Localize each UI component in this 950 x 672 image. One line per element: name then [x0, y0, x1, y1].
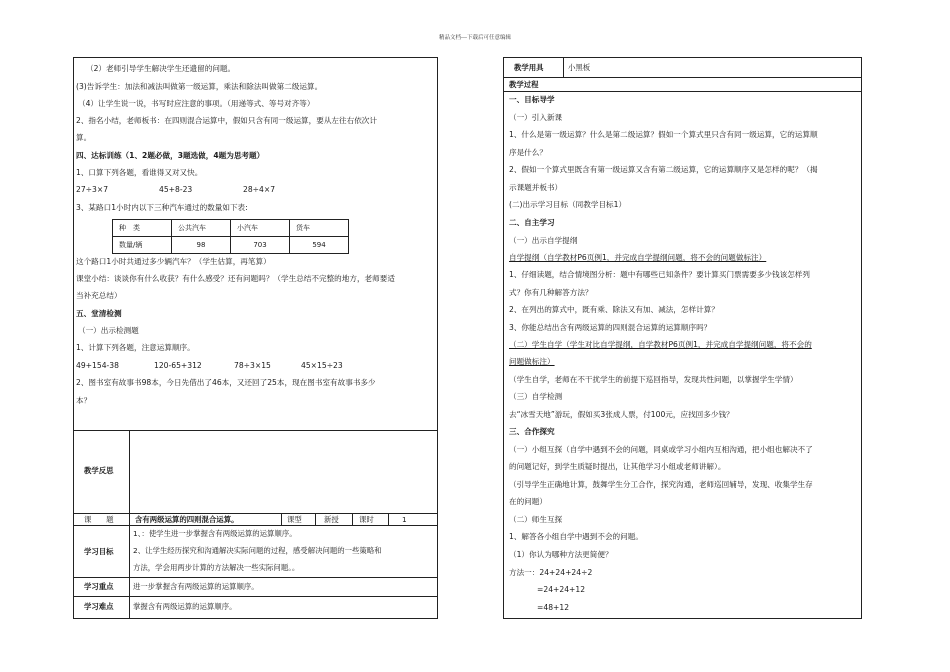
text-line: (二)出示学习目标（同教学目标1）	[509, 200, 627, 209]
text-line: （一）小组互探（自学中遇到不会的问题，同桌或学习小组内互相沟通，把小组也解决不了	[509, 445, 813, 454]
text-line: 序是什么？	[509, 148, 547, 157]
math-expr: 78÷3×15	[234, 361, 271, 370]
divider	[73, 596, 438, 597]
table-cell: 货车	[290, 220, 349, 237]
text-line: （2）老师引导学生解决学生还遗留的问题。	[86, 64, 236, 73]
text-line: 本？	[76, 396, 92, 405]
divider	[352, 513, 353, 525]
table-cell: 98	[172, 237, 231, 254]
math-expr: 45+8-23	[159, 185, 193, 194]
divider	[503, 77, 862, 78]
text-line: 式？你有几种解答方法？	[509, 288, 593, 297]
text-line: 自学提纲（自学教材P6页例1，并完成自学提纲问题，将不会的问题做标注）	[509, 253, 767, 262]
period-value: 1	[402, 515, 407, 524]
difficulty-label: 学习难点	[84, 602, 114, 611]
table-cell: 703	[231, 237, 290, 254]
text-line: （引导学生正确地计算，鼓舞学生分工合作，探究沟通，老师巡回辅导，发现、收集学生存	[509, 480, 813, 489]
period-label: 课时	[359, 515, 374, 524]
table-row	[113, 220, 349, 237]
teaching-process-label: 教学过程	[509, 80, 539, 89]
text-line: 2、在列出的算式中，既有乘、除法又有加、减法，怎样计算？	[509, 305, 719, 314]
text-line: 这个路口1小时共通过多少辆汽车？（学生估算，再笔算）	[76, 257, 271, 266]
topic-value: 含有两级运算的四则混合运算。	[135, 515, 239, 524]
text-line: (3)告诉学生：加法和减法叫做第一级运算，乘法和除法叫做第二级运算。	[76, 82, 323, 91]
lesson-type-value: 新授	[324, 515, 339, 524]
text-line: （二）学生自学（学生对比自学提纲，自学教材P6页例1，并完成自学提纲问题，将不会的	[509, 340, 812, 349]
section-heading: 二、自主学习	[509, 218, 555, 227]
text-line: （二）师生互探	[509, 515, 563, 524]
text-line: 1、仔细读题，结合情境图分析：题中有哪些已知条件？要计算买门票需要多少钱该怎样列	[509, 270, 810, 279]
table-cell: 数量/辆	[113, 237, 172, 254]
table-cell: 种 类	[113, 220, 172, 237]
table-cell: 公共汽车	[172, 220, 231, 237]
math-expr: 45×15÷23	[301, 361, 343, 370]
math-expr: 49+154-38	[76, 361, 119, 370]
table-cell: 594	[290, 237, 349, 254]
divider	[388, 513, 389, 525]
text-line: 2、指名小结，老师板书：在四则混合运算中，假如只含有同一级运算，要从左往右依次计	[76, 116, 377, 125]
goal-label: 学习目标	[84, 547, 114, 556]
teaching-tools-label: 教学用具	[514, 63, 544, 72]
goal-line: 方法，学会用两步计算的方法解决一些实际问题。。	[133, 563, 300, 572]
text-line: 1、什么是第一级运算？什么是第二级运算？假如一个算式里只含有同一级运算，它的运算顺	[509, 130, 818, 139]
text-line: （一）引入新课	[509, 113, 563, 122]
section-heading: 五、堂清检测	[76, 309, 122, 318]
divider	[73, 525, 438, 526]
text-line: （一）出示自学提纲	[509, 236, 578, 245]
text-line: 的问题记好，到学生质疑时提出，让其他学习小组或老师讲解）。	[509, 462, 726, 471]
text-line: 当补充总结）	[76, 291, 122, 300]
text-line: （1）你认为哪种方法更简便？	[509, 550, 613, 559]
divider	[73, 430, 438, 431]
text-line: 课堂小结：谈谈你有什么收获？有什么感受？还有问题吗？（学生总结不完整的地方，老师要适	[76, 274, 395, 283]
text-line: （学生自学，老师在不干扰学生的前提下巡回指导，发现共性问题，以掌握学生学情）	[509, 375, 798, 384]
difficulty-value: 掌握含有两级运算的运算顺序。	[133, 602, 237, 611]
table-row	[113, 237, 349, 254]
divider	[503, 91, 862, 92]
divider	[315, 513, 316, 525]
goal-line: 2、让学生经历探究和沟通解决实际问题的过程，感受解决问题的一些策略和	[133, 546, 382, 555]
text-line: （一）出示检测题	[78, 326, 139, 335]
divider	[281, 513, 282, 525]
text-line: 3、某路口1小时内以下三种汽车通过的数量如下表:	[76, 203, 248, 212]
section-heading: 三、合作探究	[509, 427, 555, 436]
traffic-table	[112, 219, 349, 254]
text-line: 算。	[76, 133, 92, 142]
math-expr: 27÷3×7	[76, 185, 109, 194]
divider	[563, 57, 564, 77]
text-line: 3、你能总结出含有两级运算的四则混合运算的运算顺序吗？	[509, 323, 712, 332]
text-line: 2、假如一个算式里既含有第一级运算又含有第二级运算，它的运算顺序又是怎样的呢？（揭	[509, 165, 818, 174]
text-line: 示课题并板书）	[509, 183, 563, 192]
text-line: 1、解答各小组自学中遇到不会的问题。	[509, 532, 643, 541]
lesson-type-label: 课型	[287, 515, 302, 524]
math-expr: 28÷4×7	[243, 185, 276, 194]
text-line: （三）自学检测	[509, 392, 563, 401]
divider	[73, 577, 438, 578]
divider	[73, 513, 438, 514]
key-point-label: 学习重点	[84, 582, 114, 591]
section-heading: 一、目标导学	[509, 95, 555, 104]
text-line: 1、计算下列各题，注意运算顺序。	[76, 343, 195, 352]
math-expr: 120-65+312	[154, 361, 202, 370]
text-line: 去“冰雪天地”游玩，假如买3张成人票，付100元，应找回多少钱？	[509, 410, 734, 419]
text-line: 在的问题）	[509, 497, 547, 506]
math-expr: 方法一：24+24+24÷2	[509, 568, 593, 577]
text-line: 问题做标注）	[509, 357, 555, 366]
teaching-tools-value: 小黑板	[568, 63, 591, 72]
reflection-label: 教学反思	[84, 466, 114, 475]
text-line: （4）让学生说一说，书写时应注意的事项。（用递等式、等号对齐等）	[78, 99, 315, 108]
table-cell: 小汽车	[231, 220, 290, 237]
section-heading: 四、达标训练（1、2题必做，3题选做，4题为思考题）	[76, 151, 265, 160]
math-expr: =24+24+12	[537, 585, 586, 594]
page-header: 精品文档---下载后可任意编辑	[439, 35, 511, 41]
text-line: 1、口算下列各题，看谁得又对又快。	[76, 168, 203, 177]
topic-label: 课 题	[84, 515, 114, 524]
math-expr: =48+12	[537, 603, 570, 612]
goal-line: 1、：使学生进一步掌握含有两级运算的运算顺序。	[133, 529, 297, 538]
key-point-value: 进一步掌握含有两级运算的运算顺序。	[133, 582, 259, 591]
text-line: 2、图书室有故事书98本，今日先借出了46本，又还回了25本，现在图书室有故事书多少	[76, 378, 376, 387]
